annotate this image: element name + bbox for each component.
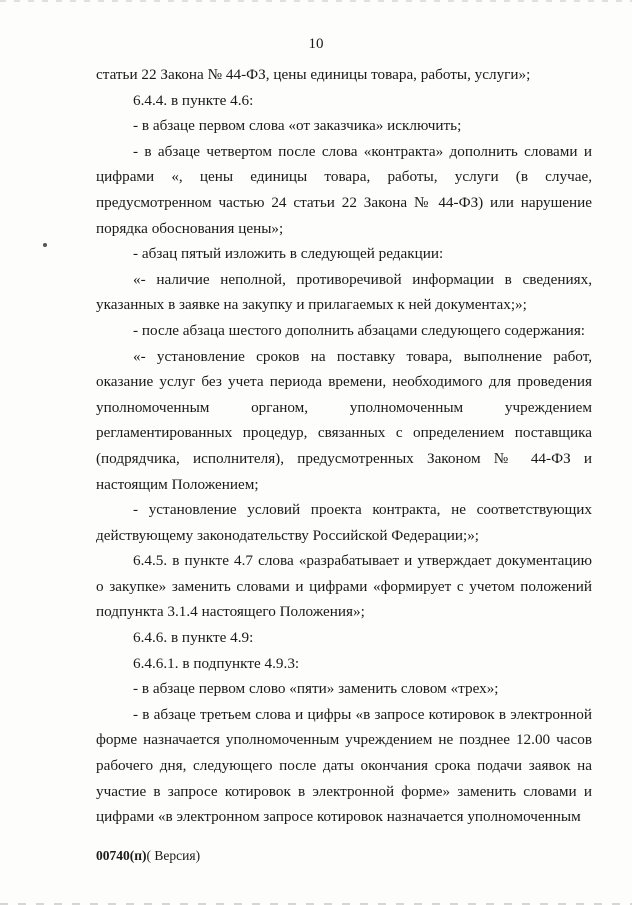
paragraph-8: - установление условий проекта контракта, не соответствующих действующему законодательству Российской Федерации;»; bbox=[96, 501, 592, 544]
document-body bbox=[96, 62, 592, 830]
paragraph-0: статьи 22 Закона № 44-ФЗ, цены единицы товара, работы, услуги»; bbox=[96, 66, 531, 83]
document-code: 00740(п) bbox=[96, 848, 147, 863]
paragraph-3: - в абзаце четвертом после слова «контракта» дополнить словами и цифрами «, цены единицы товара, работы, услуги (в случае, предусмотренном частью 24 статьи 22 Закона № 44-ФЗ) или нарушение порядка обоснования цены»; bbox=[96, 142, 592, 237]
margin-dot bbox=[43, 243, 47, 247]
paragraph-12: - в абзаце первом слово «пяти» заменить словом «трех»; bbox=[133, 680, 499, 698]
paragraph-2: - в абзаце первом слова «от заказчика» исключить; bbox=[133, 117, 462, 135]
paragraph-6: - после абзаца шестого дополнить абзацами следующего содержания: bbox=[133, 321, 586, 339]
paragraph-9: 6.4.5. в пункте 4.7 слова «разрабатывает и утверждает документацию о закупке» заменить словами и цифрами «формирует с учетом положений подпункта 3.1.4 настоящего Положения»; bbox=[96, 552, 592, 621]
document-version: ( Версия) bbox=[146, 848, 201, 863]
scan-edge-top bbox=[0, 0, 632, 2]
document-footer bbox=[96, 848, 200, 864]
paragraph-13: - в абзаце третьем слова и цифры «в запросе котировок в электронной форме назначается уполномоченным учреждением не позднее 12.00 часов рабочего дня, следующего после даты окончания срока подачи заявок на участие в запросе котировок в электронной форме» заменить словами и цифрами «в электронном запросе котировок назначается уполномоченным bbox=[96, 705, 592, 826]
paragraph-1: 6.4.4. в пункте 4.6: bbox=[133, 91, 254, 109]
paragraph-7: «- установление сроков на поставку товара, выполнение работ, оказание услуг без учета периода времени, необходимого для проведения уполномоченным органом, уполномоченным учреждением регламентированных процедур, связанных с определением поставщика (подрядчика, исполнителя), предусмотренных Законом № 44-ФЗ и настоящим Положением; bbox=[96, 347, 592, 493]
paragraph-4: - абзац пятый изложить в следующей редакции: bbox=[133, 245, 444, 263]
paragraph-5: «- наличие неполной, противоречивой информации в сведениях, указанных в заявке на закупку и прилагаемых к ней документах;»; bbox=[96, 270, 592, 314]
paragraph-11: 6.4.6.1. в подпункте 4.9.3: bbox=[133, 654, 300, 672]
page-number: 10 bbox=[308, 36, 324, 52]
paragraph-10: 6.4.6. в пункте 4.9: bbox=[133, 629, 254, 647]
